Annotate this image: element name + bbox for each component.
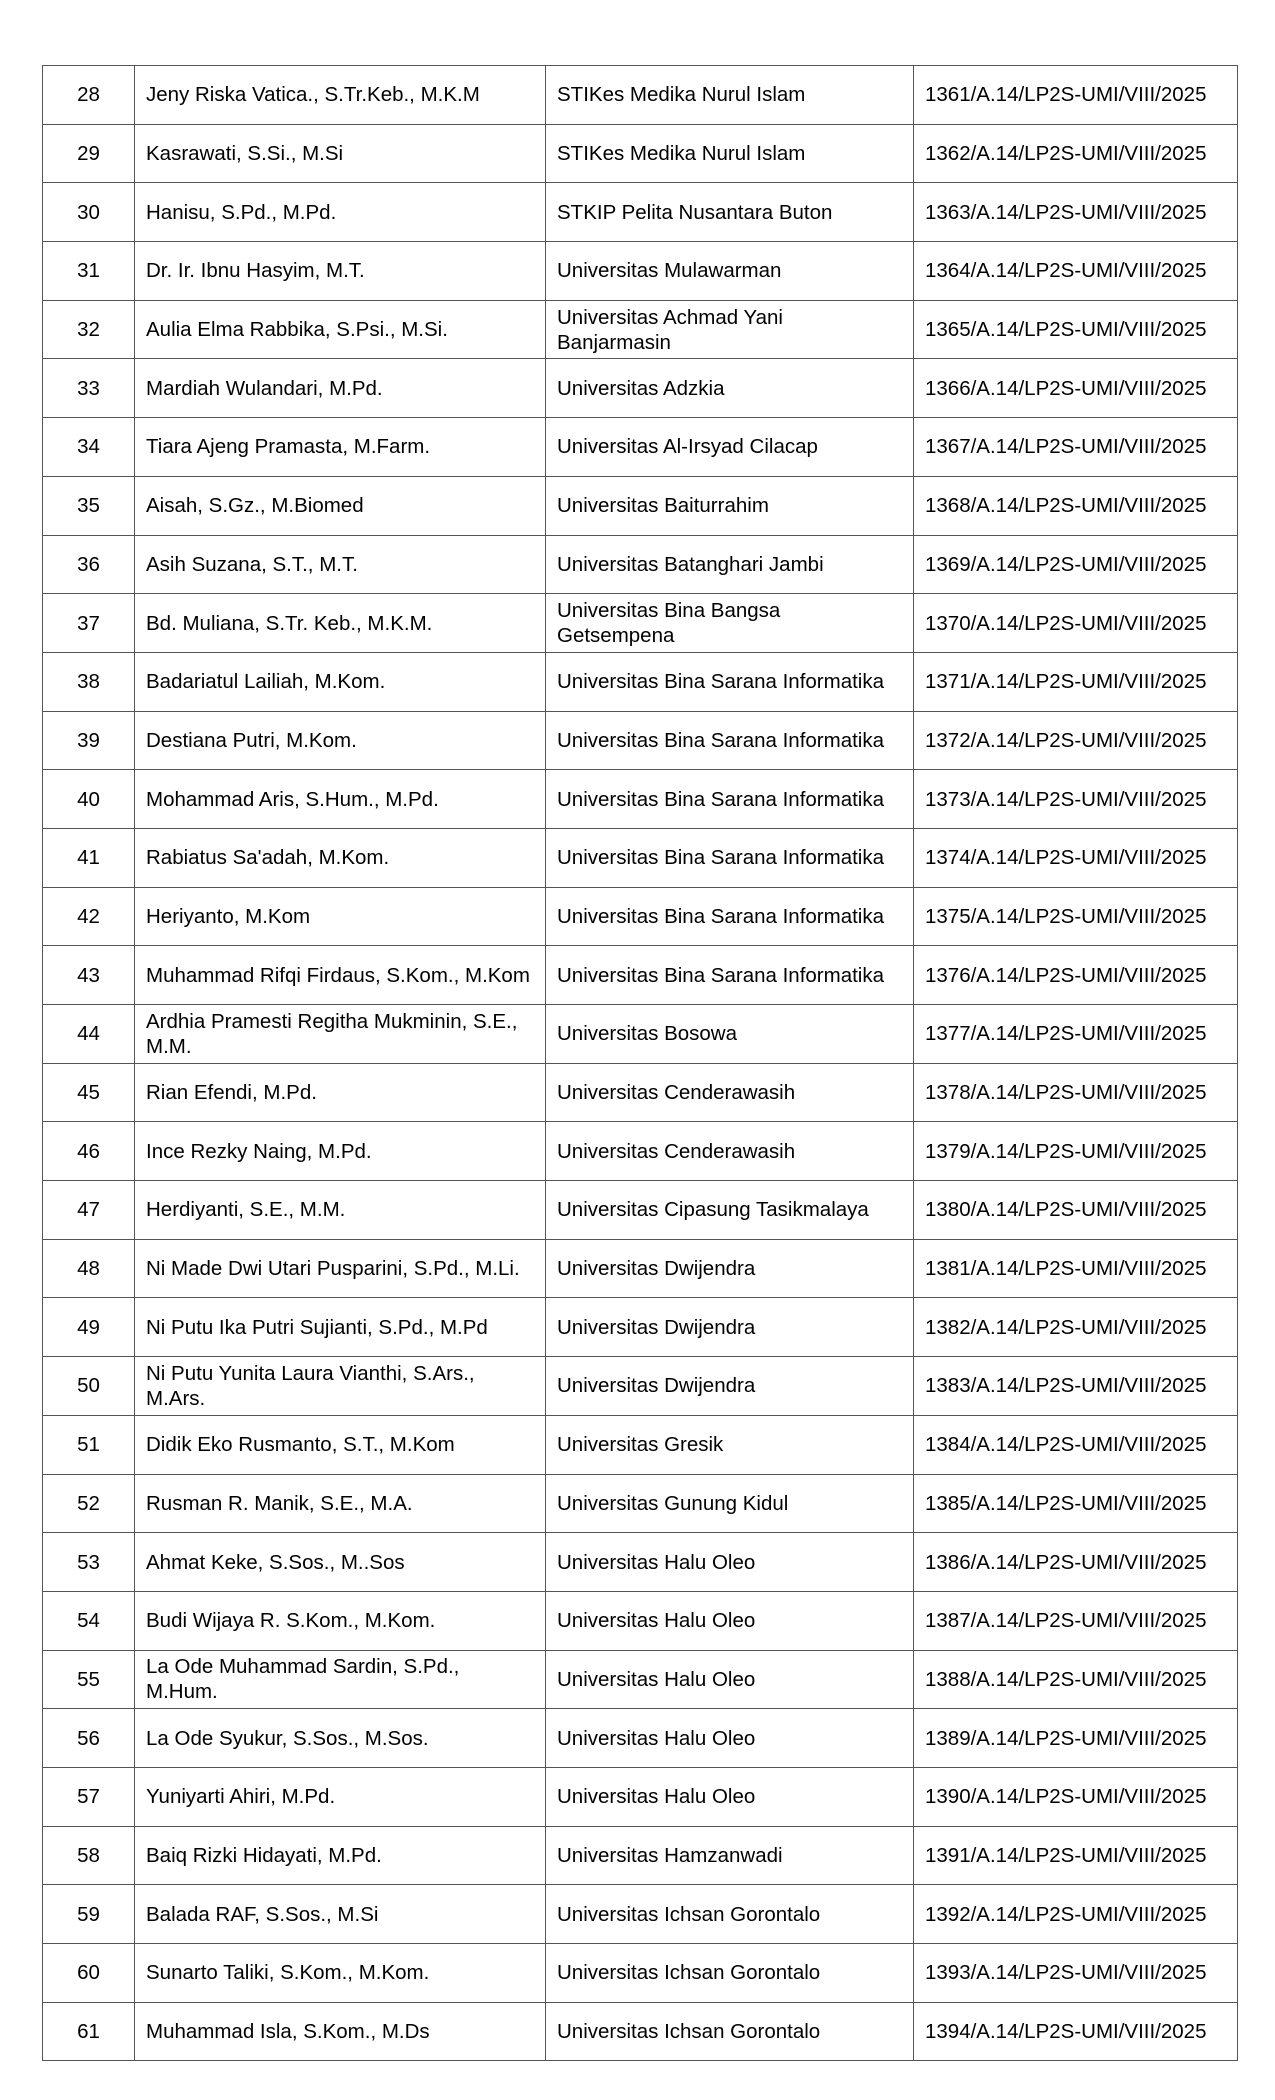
name-cell: Sunarto Taliki, S.Kom., M.Kom. <box>135 1944 546 2003</box>
letter-number-cell: 1385/A.14/LP2S-UMI/VIII/2025 <box>914 1474 1238 1533</box>
row-number-cell: 59 <box>43 1885 135 1944</box>
name-cell: Kasrawati, S.Si., M.Si <box>135 124 546 183</box>
table-row <box>43 887 1238 946</box>
row-number-cell: 39 <box>43 711 135 770</box>
letter-number-cell: 1372/A.14/LP2S-UMI/VIII/2025 <box>914 711 1238 770</box>
name-cell: Herdiyanti, S.E., M.M. <box>135 1181 546 1240</box>
table-row <box>43 594 1238 653</box>
institution-cell: Universitas Cipasung Tasikmalaya <box>546 1181 914 1240</box>
institution-cell: Universitas Gresik <box>546 1415 914 1474</box>
letter-number-cell: 1386/A.14/LP2S-UMI/VIII/2025 <box>914 1533 1238 1592</box>
row-number-cell: 45 <box>43 1063 135 1122</box>
letter-number-cell: 1389/A.14/LP2S-UMI/VIII/2025 <box>914 1709 1238 1768</box>
name-cell: Jeny Riska Vatica., S.Tr.Keb., M.K.M <box>135 66 546 125</box>
row-number-cell: 54 <box>43 1591 135 1650</box>
name-cell: Aisah, S.Gz., M.Biomed <box>135 476 546 535</box>
institution-cell: STIKes Medika Nurul Islam <box>546 66 914 125</box>
name-cell: Ardhia Pramesti Regitha Mukminin, S.E., M.M. <box>135 1005 546 1064</box>
institution-cell: Universitas Halu Oleo <box>546 1591 914 1650</box>
row-number-cell: 43 <box>43 946 135 1005</box>
letter-number-cell: 1370/A.14/LP2S-UMI/VIII/2025 <box>914 594 1238 653</box>
letter-number-cell: 1366/A.14/LP2S-UMI/VIII/2025 <box>914 359 1238 418</box>
table-row <box>43 124 1238 183</box>
institution-cell: Universitas Baiturrahim <box>546 476 914 535</box>
table-row <box>43 183 1238 242</box>
row-number-cell: 35 <box>43 476 135 535</box>
table-row <box>43 946 1238 1005</box>
institution-cell: Universitas Bina Sarana Informatika <box>546 887 914 946</box>
row-number-cell: 42 <box>43 887 135 946</box>
table-row <box>43 1709 1238 1768</box>
institution-cell: Universitas Halu Oleo <box>546 1767 914 1826</box>
institution-cell: Universitas Bina Sarana Informatika <box>546 652 914 711</box>
institution-cell: Universitas Dwijendra <box>546 1239 914 1298</box>
institution-cell: Universitas Al-Irsyad Cilacap <box>546 418 914 477</box>
institution-cell: Universitas Dwijendra <box>546 1357 914 1416</box>
institution-cell: Universitas Bina Sarana Informatika <box>546 711 914 770</box>
table-body <box>43 66 1238 2061</box>
table-row <box>43 1944 1238 2003</box>
letter-number-cell: 1393/A.14/LP2S-UMI/VIII/2025 <box>914 1944 1238 2003</box>
row-number-cell: 53 <box>43 1533 135 1592</box>
institution-cell: STKIP Pelita Nusantara Buton <box>546 183 914 242</box>
table-row <box>43 1239 1238 1298</box>
row-number-cell: 47 <box>43 1181 135 1240</box>
table-row <box>43 1122 1238 1181</box>
row-number-cell: 51 <box>43 1415 135 1474</box>
row-number-cell: 31 <box>43 242 135 301</box>
name-cell: Yuniyarti Ahiri, M.Pd. <box>135 1767 546 1826</box>
row-number-cell: 30 <box>43 183 135 242</box>
row-number-cell: 60 <box>43 1944 135 2003</box>
table-row <box>43 476 1238 535</box>
row-number-cell: 49 <box>43 1298 135 1357</box>
name-cell: Ince Rezky Naing, M.Pd. <box>135 1122 546 1181</box>
institution-cell: Universitas Ichsan Gorontalo <box>546 1944 914 2003</box>
table-row <box>43 2002 1238 2061</box>
letter-number-cell: 1394/A.14/LP2S-UMI/VIII/2025 <box>914 2002 1238 2061</box>
letter-number-cell: 1361/A.14/LP2S-UMI/VIII/2025 <box>914 66 1238 125</box>
table-row <box>43 1063 1238 1122</box>
row-number-cell: 52 <box>43 1474 135 1533</box>
letter-number-cell: 1380/A.14/LP2S-UMI/VIII/2025 <box>914 1181 1238 1240</box>
table-row <box>43 1415 1238 1474</box>
name-cell: Badariatul Lailiah, M.Kom. <box>135 652 546 711</box>
table-row <box>43 1357 1238 1416</box>
row-number-cell: 56 <box>43 1709 135 1768</box>
row-number-cell: 46 <box>43 1122 135 1181</box>
table-row <box>43 1474 1238 1533</box>
name-cell: Destiana Putri, M.Kom. <box>135 711 546 770</box>
name-cell: Ahmat Keke, S.Sos., M..Sos <box>135 1533 546 1592</box>
institution-cell: Universitas Batanghari Jambi <box>546 535 914 594</box>
letter-number-cell: 1379/A.14/LP2S-UMI/VIII/2025 <box>914 1122 1238 1181</box>
name-cell: Dr. Ir. Ibnu Hasyim, M.T. <box>135 242 546 301</box>
table-row <box>43 770 1238 829</box>
table-row <box>43 1767 1238 1826</box>
institution-cell: Universitas Bina Sarana Informatika <box>546 828 914 887</box>
row-number-cell: 48 <box>43 1239 135 1298</box>
letter-number-cell: 1387/A.14/LP2S-UMI/VIII/2025 <box>914 1591 1238 1650</box>
name-cell: Rusman R. Manik, S.E., M.A. <box>135 1474 546 1533</box>
institution-cell: Universitas Halu Oleo <box>546 1650 914 1709</box>
name-cell: Rabiatus Sa'adah, M.Kom. <box>135 828 546 887</box>
letter-number-cell: 1374/A.14/LP2S-UMI/VIII/2025 <box>914 828 1238 887</box>
letter-number-cell: 1383/A.14/LP2S-UMI/VIII/2025 <box>914 1357 1238 1416</box>
row-number-cell: 40 <box>43 770 135 829</box>
letter-number-cell: 1384/A.14/LP2S-UMI/VIII/2025 <box>914 1415 1238 1474</box>
letter-number-cell: 1363/A.14/LP2S-UMI/VIII/2025 <box>914 183 1238 242</box>
row-number-cell: 33 <box>43 359 135 418</box>
letter-number-cell: 1371/A.14/LP2S-UMI/VIII/2025 <box>914 652 1238 711</box>
name-cell: Asih Suzana, S.T., M.T. <box>135 535 546 594</box>
institution-cell: Universitas Gunung Kidul <box>546 1474 914 1533</box>
table-row <box>43 1885 1238 1944</box>
table-row <box>43 1533 1238 1592</box>
table-row <box>43 242 1238 301</box>
row-number-cell: 34 <box>43 418 135 477</box>
institution-cell: Universitas Adzkia <box>546 359 914 418</box>
letter-number-cell: 1381/A.14/LP2S-UMI/VIII/2025 <box>914 1239 1238 1298</box>
table-row <box>43 711 1238 770</box>
table-row <box>43 300 1238 359</box>
letter-number-cell: 1362/A.14/LP2S-UMI/VIII/2025 <box>914 124 1238 183</box>
letter-number-cell: 1375/A.14/LP2S-UMI/VIII/2025 <box>914 887 1238 946</box>
name-cell: Tiara Ajeng Pramasta, M.Farm. <box>135 418 546 477</box>
table-row <box>43 418 1238 477</box>
letter-number-cell: 1367/A.14/LP2S-UMI/VIII/2025 <box>914 418 1238 477</box>
name-cell: Didik Eko Rusmanto, S.T., M.Kom <box>135 1415 546 1474</box>
letter-number-cell: 1377/A.14/LP2S-UMI/VIII/2025 <box>914 1005 1238 1064</box>
name-cell: Muhammad Rifqi Firdaus, S.Kom., M.Kom <box>135 946 546 1005</box>
name-cell: La Ode Syukur, S.Sos., M.Sos. <box>135 1709 546 1768</box>
table-row <box>43 828 1238 887</box>
letter-number-cell: 1382/A.14/LP2S-UMI/VIII/2025 <box>914 1298 1238 1357</box>
name-cell: Mohammad Aris, S.Hum., M.Pd. <box>135 770 546 829</box>
table-row <box>43 535 1238 594</box>
table-row <box>43 1591 1238 1650</box>
name-cell: Muhammad Isla, S.Kom., M.Ds <box>135 2002 546 2061</box>
institution-cell: Universitas Ichsan Gorontalo <box>546 1885 914 1944</box>
letter-number-cell: 1376/A.14/LP2S-UMI/VIII/2025 <box>914 946 1238 1005</box>
letter-number-cell: 1378/A.14/LP2S-UMI/VIII/2025 <box>914 1063 1238 1122</box>
participant-table <box>42 65 1238 2061</box>
row-number-cell: 38 <box>43 652 135 711</box>
row-number-cell: 32 <box>43 300 135 359</box>
letter-number-cell: 1373/A.14/LP2S-UMI/VIII/2025 <box>914 770 1238 829</box>
row-number-cell: 37 <box>43 594 135 653</box>
name-cell: Hanisu, S.Pd., M.Pd. <box>135 183 546 242</box>
institution-cell: Universitas Cenderawasih <box>546 1122 914 1181</box>
name-cell: Balada RAF, S.Sos., M.Si <box>135 1885 546 1944</box>
institution-cell: Universitas Cenderawasih <box>546 1063 914 1122</box>
name-cell: Heriyanto, M.Kom <box>135 887 546 946</box>
letter-number-cell: 1391/A.14/LP2S-UMI/VIII/2025 <box>914 1826 1238 1885</box>
name-cell: La Ode Muhammad Sardin, S.Pd., M.Hum. <box>135 1650 546 1709</box>
institution-cell: Universitas Bosowa <box>546 1005 914 1064</box>
table-row <box>43 1298 1238 1357</box>
letter-number-cell: 1369/A.14/LP2S-UMI/VIII/2025 <box>914 535 1238 594</box>
table-row <box>43 1826 1238 1885</box>
letter-number-cell: 1392/A.14/LP2S-UMI/VIII/2025 <box>914 1885 1238 1944</box>
institution-cell: Universitas Halu Oleo <box>546 1709 914 1768</box>
letter-number-cell: 1390/A.14/LP2S-UMI/VIII/2025 <box>914 1767 1238 1826</box>
institution-cell: STIKes Medika Nurul Islam <box>546 124 914 183</box>
institution-cell: Universitas Hamzanwadi <box>546 1826 914 1885</box>
table-row <box>43 652 1238 711</box>
table-row <box>43 359 1238 418</box>
institution-cell: Universitas Dwijendra <box>546 1298 914 1357</box>
row-number-cell: 36 <box>43 535 135 594</box>
institution-cell: Universitas Bina Sarana Informatika <box>546 770 914 829</box>
row-number-cell: 28 <box>43 66 135 125</box>
table-row <box>43 66 1238 125</box>
name-cell: Ni Putu Yunita Laura Vianthi, S.Ars., M.Ars. <box>135 1357 546 1416</box>
institution-cell: Universitas Bina Sarana Informatika <box>546 946 914 1005</box>
row-number-cell: 29 <box>43 124 135 183</box>
name-cell: Ni Putu Ika Putri Sujianti, S.Pd., M.Pd <box>135 1298 546 1357</box>
institution-cell: Universitas Ichsan Gorontalo <box>546 2002 914 2061</box>
name-cell: Budi Wijaya R. S.Kom., M.Kom. <box>135 1591 546 1650</box>
name-cell: Rian Efendi, M.Pd. <box>135 1063 546 1122</box>
letter-number-cell: 1368/A.14/LP2S-UMI/VIII/2025 <box>914 476 1238 535</box>
table-row <box>43 1650 1238 1709</box>
row-number-cell: 55 <box>43 1650 135 1709</box>
letter-number-cell: 1388/A.14/LP2S-UMI/VIII/2025 <box>914 1650 1238 1709</box>
name-cell: Mardiah Wulandari, M.Pd. <box>135 359 546 418</box>
name-cell: Ni Made Dwi Utari Pusparini, S.Pd., M.Li. <box>135 1239 546 1298</box>
name-cell: Aulia Elma Rabbika, S.Psi., M.Si. <box>135 300 546 359</box>
table-row <box>43 1181 1238 1240</box>
name-cell: Bd. Muliana, S.Tr. Keb., M.K.M. <box>135 594 546 653</box>
row-number-cell: 61 <box>43 2002 135 2061</box>
institution-cell: Universitas Halu Oleo <box>546 1533 914 1592</box>
table-row <box>43 1005 1238 1064</box>
name-cell: Baiq Rizki Hidayati, M.Pd. <box>135 1826 546 1885</box>
letter-number-cell: 1364/A.14/LP2S-UMI/VIII/2025 <box>914 242 1238 301</box>
institution-cell: Universitas Mulawarman <box>546 242 914 301</box>
row-number-cell: 44 <box>43 1005 135 1064</box>
institution-cell: Universitas Bina Bangsa Getsempena <box>546 594 914 653</box>
institution-cell: Universitas Achmad Yani Banjarmasin <box>546 300 914 359</box>
row-number-cell: 57 <box>43 1767 135 1826</box>
row-number-cell: 41 <box>43 828 135 887</box>
row-number-cell: 58 <box>43 1826 135 1885</box>
letter-number-cell: 1365/A.14/LP2S-UMI/VIII/2025 <box>914 300 1238 359</box>
row-number-cell: 50 <box>43 1357 135 1416</box>
